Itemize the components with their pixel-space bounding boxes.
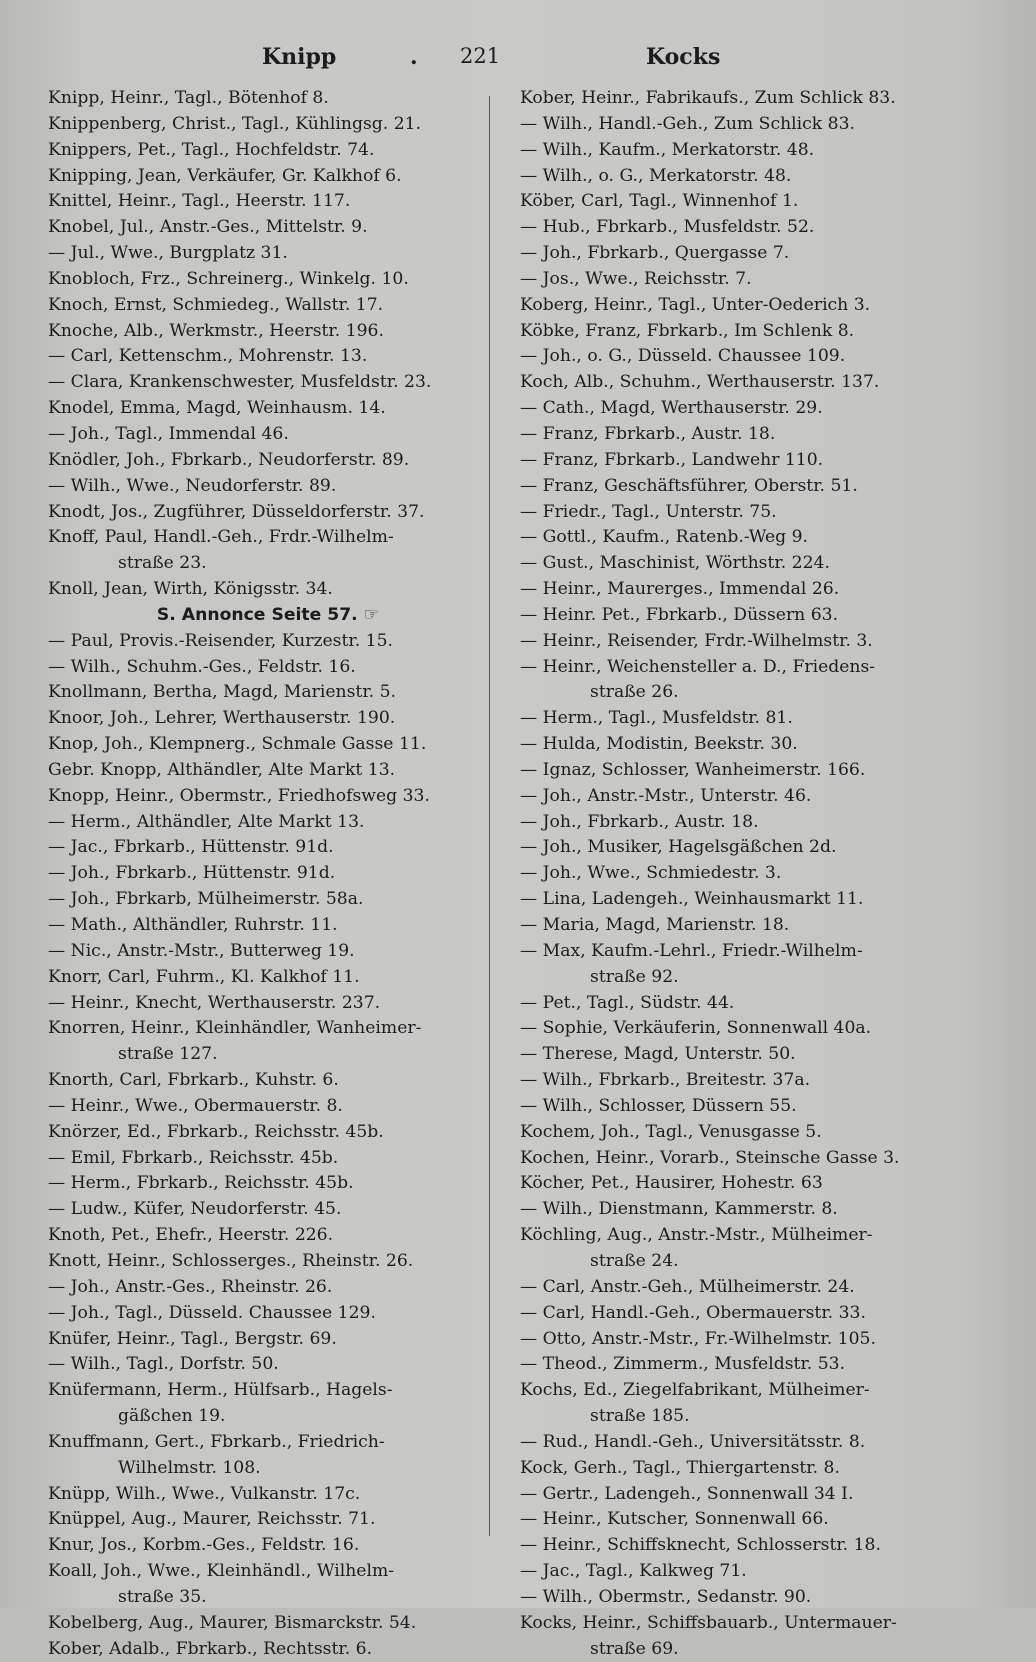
directory-entry: Kober, Adalb., Fbrkarb., Rechtsstr. 6. bbox=[48, 1638, 373, 1659]
directory-entry: Knippers, Pet., Tagl., Hochfeldstr. 74. bbox=[48, 139, 375, 160]
page-number: 221 bbox=[460, 44, 501, 68]
directory-entry: Knorth, Carl, Fbrkarb., Kuhstr. 6. bbox=[48, 1070, 339, 1091]
directory-entry: — Wilh., Schlosser, Düssern 55. bbox=[520, 1095, 797, 1116]
directory-entry: Kobelberg, Aug., Maurer, Bismarckstr. 54. bbox=[48, 1612, 417, 1633]
directory-entry: straße 185. bbox=[590, 1406, 690, 1427]
directory-entry: — Gust., Maschinist, Wörthstr. 224. bbox=[520, 553, 830, 574]
directory-entry: Knüpp, Wilh., Wwe., Vulkanstr. 17c. bbox=[48, 1483, 361, 1504]
directory-entry: Knüfermann, Herm., Hülfsarb., Hagels- bbox=[48, 1380, 393, 1401]
directory-entry: — Wilh., Fbrkarb., Breitestr. 37a. bbox=[520, 1070, 811, 1091]
directory-entry: — Joh., Tagl., Düsseld. Chaussee 129. bbox=[48, 1302, 376, 1323]
directory-entry: — Max, Kaufm.-Lehrl., Friedr.-Wilhelm- bbox=[520, 940, 863, 961]
directory-entry: Knoch, Ernst, Schmiedeg., Wallstr. 17. bbox=[48, 294, 384, 315]
directory-entry: — Heinr., Schiffsknecht, Schlosserstr. 18. bbox=[520, 1535, 881, 1556]
directory-entry: — Nic., Anstr.-Mstr., Butterweg 19. bbox=[48, 940, 355, 961]
directory-entry: S. Annonce Seite 57. ☞ bbox=[156, 604, 380, 625]
directory-entry: Knodel, Emma, Magd, Weinhausm. 14. bbox=[48, 398, 386, 419]
header-right-word: Kocks bbox=[646, 44, 721, 70]
directory-entry: Koall, Joh., Wwe., Kleinhändl., Wilhelm- bbox=[48, 1561, 395, 1582]
directory-entry: — Clara, Krankenschwester, Musfeldstr. 23. bbox=[48, 372, 432, 393]
directory-entry: — Jac., Fbrkarb., Hüttenstr. 91d. bbox=[48, 837, 334, 858]
directory-entry: — Joh., Fbrkarb., Hüttenstr. 91d. bbox=[48, 863, 336, 884]
directory-entry: — Paul, Provis.-Reisender, Kurzestr. 15. bbox=[48, 630, 393, 651]
directory-entry: — Heinr., Kutscher, Sonnenwall 66. bbox=[520, 1509, 829, 1530]
header-left-word: Knipp bbox=[262, 44, 337, 70]
directory-entry: — Friedr., Tagl., Unterstr. 75. bbox=[520, 501, 777, 522]
directory-entry: Kochs, Ed., Ziegelfabrikant, Mülheimer- bbox=[520, 1380, 870, 1401]
directory-entry: Knipp, Heinr., Tagl., Bötenhof 8. bbox=[48, 88, 329, 108]
directory-entry: Knittel, Heinr., Tagl., Heerstr. 117. bbox=[48, 191, 351, 212]
directory-entry: — Joh., Anstr.-Mstr., Unterstr. 46. bbox=[520, 785, 812, 806]
directory-entry: straße 24. bbox=[590, 1250, 679, 1271]
directory-entry: — Carl, Kettenschm., Mohrenstr. 13. bbox=[48, 346, 368, 367]
directory-entry: — Jac., Tagl., Kalkweg 71. bbox=[520, 1561, 747, 1582]
directory-entry: Knüfer, Heinr., Tagl., Bergstr. 69. bbox=[48, 1328, 337, 1349]
directory-entry: — Hulda, Modistin, Beekstr. 30. bbox=[520, 734, 798, 755]
directory-entry: — Franz, Geschäftsführer, Oberstr. 51. bbox=[520, 475, 858, 496]
directory-entry: Kochen, Heinr., Vorarb., Steinsche Gasse 3. bbox=[520, 1147, 900, 1168]
directory-entry: Knorr, Carl, Fuhrm., Kl. Kalkhof 11. bbox=[48, 966, 360, 987]
directory-entry: — Franz, Fbrkarb., Landwehr 110. bbox=[520, 449, 824, 470]
directory-entry: — Joh., o. G., Düsseld. Chaussee 109. bbox=[520, 346, 846, 367]
directory-entry: — Jos., Wwe., Reichsstr. 7. bbox=[520, 268, 752, 289]
directory-entry: — Math., Althändler, Ruhrstr. 11. bbox=[48, 915, 338, 935]
directory-entry: — Wilh., Handl.-Geh., Zum Schlick 83. bbox=[520, 113, 855, 134]
directory-entry: straße 23. bbox=[118, 553, 207, 574]
directory-entry: — Joh., Wwe., Schmiedestr. 3. bbox=[520, 863, 782, 884]
directory-entry: Knoche, Alb., Werkmstr., Heerstr. 196. bbox=[48, 320, 384, 341]
directory-entry: Knipping, Jean, Verkäufer, Gr. Kalkhof 6. bbox=[48, 165, 402, 186]
directory-entry: Köchling, Aug., Anstr.-Mstr., Mülheimer- bbox=[520, 1225, 873, 1246]
directory-entry: — Wilh., Obermstr., Sedanstr. 90. bbox=[520, 1586, 812, 1607]
directory-entry: — Heinr., Reisender, Frdr.-Wilhelmstr. 3. bbox=[520, 630, 873, 651]
directory-entry: Knuffmann, Gert., Fbrkarb., Friedrich- bbox=[48, 1431, 385, 1452]
directory-entry: — Lina, Ladengeh., Weinhausmarkt 11. bbox=[520, 889, 864, 910]
directory-entry: — Joh., Fbrkarb, Mülheimerstr. 58a. bbox=[48, 889, 364, 910]
directory-entry: Koberg, Heinr., Tagl., Unter-Oederich 3. bbox=[520, 294, 871, 315]
directory-entry: — Theod., Zimmerm., Musfeldstr. 53. bbox=[520, 1354, 846, 1375]
header-dot: . bbox=[410, 44, 418, 70]
directory-entry: — Pet., Tagl., Südstr. 44. bbox=[520, 992, 735, 1013]
directory-entry: — Rud., Handl.-Geh., Universitätsstr. 8. bbox=[520, 1431, 866, 1452]
directory-entry: straße 35. bbox=[118, 1586, 207, 1607]
directory-entry: Knoth, Pet., Ehefr., Heerstr. 226. bbox=[48, 1225, 334, 1246]
directory-entry: Knur, Jos., Korbm.-Ges., Feldstr. 16. bbox=[48, 1535, 360, 1556]
directory-entry: Knüppel, Aug., Maurer, Reichsstr. 71. bbox=[48, 1509, 376, 1530]
directory-entry: Knoll, Jean, Wirth, Königsstr. 34. bbox=[48, 579, 333, 600]
directory-entry: — Joh., Musiker, Hagelsgäßchen 2d. bbox=[520, 837, 837, 858]
directory-entry: Köber, Carl, Tagl., Winnenhof 1. bbox=[520, 191, 799, 212]
directory-entry: Knorren, Heinr., Kleinhändler, Wanheimer- bbox=[48, 1018, 422, 1039]
directory-entry: — Herm., Fbrkarb., Reichsstr. 45b. bbox=[48, 1173, 354, 1194]
directory-entry: — Wilh., Tagl., Dorfstr. 50. bbox=[48, 1354, 279, 1375]
directory-entry: — Joh., Tagl., Immendal 46. bbox=[48, 423, 289, 444]
directory-entry: — Heinr., Weichensteller a. D., Friedens- bbox=[520, 656, 876, 677]
directory-entry: — Wilh., o. G., Merkatorstr. 48. bbox=[520, 165, 792, 186]
directory-entry: Knott, Heinr., Schlosserges., Rheinstr. 26. bbox=[48, 1250, 414, 1271]
directory-entry: Knop, Joh., Klempnerg., Schmale Gasse 11. bbox=[48, 734, 427, 755]
page-header bbox=[0, 40, 1036, 80]
directory-entry: — Maria, Magd, Marienstr. 18. bbox=[520, 915, 790, 935]
directory-entry: — Ludw., Küfer, Neudorferstr. 45. bbox=[48, 1199, 342, 1220]
directory-entry: Kochem, Joh., Tagl., Venusgasse 5. bbox=[520, 1121, 822, 1142]
directory-entry: straße 69. bbox=[590, 1638, 679, 1659]
column-divider bbox=[489, 96, 490, 1536]
directory-entry: — Jul., Wwe., Burgplatz 31. bbox=[48, 243, 288, 264]
directory-entry: — Otto, Anstr.-Mstr., Fr.-Wilhelmstr. 105. bbox=[520, 1328, 876, 1349]
left-column bbox=[48, 86, 488, 1662]
directory-entry: Wilhelmstr. 108. bbox=[118, 1457, 261, 1478]
directory-entry: Köcher, Pet., Hausirer, Hohestr. 63 bbox=[520, 1173, 823, 1194]
directory-entry: — Herm., Tagl., Musfeldstr. 81. bbox=[520, 708, 793, 729]
directory-entry: Knoff, Paul, Handl.-Geh., Frdr.-Wilhelm- bbox=[48, 527, 394, 548]
directory-entry: — Carl, Anstr.-Geh., Mülheimerstr. 24. bbox=[520, 1276, 855, 1297]
directory-entry: Koch, Alb., Schuhm., Werthauserstr. 137. bbox=[520, 372, 880, 393]
directory-entry: Knopp, Heinr., Obermstr., Friedhofsweg 33. bbox=[48, 785, 430, 806]
directory-entry: Knobel, Jul., Anstr.-Ges., Mittelstr. 9. bbox=[48, 217, 368, 238]
directory-entry: — Gertr., Ladengeh., Sonnenwall 34 I. bbox=[520, 1483, 854, 1504]
directory-entry: — Herm., Althändler, Alte Markt 13. bbox=[48, 811, 365, 832]
directory-entry: Kober, Heinr., Fabrikaufs., Zum Schlick 83. bbox=[520, 88, 896, 108]
directory-entry: — Carl, Handl.-Geh., Obermauerstr. 33. bbox=[520, 1302, 866, 1323]
directory-entry: — Emil, Fbrkarb., Reichsstr. 45b. bbox=[48, 1147, 339, 1168]
directory-entry: Knörzer, Ed., Fbrkarb., Reichsstr. 45b. bbox=[48, 1121, 384, 1142]
directory-entry: Knobloch, Frz., Schreinerg., Winkelg. 10. bbox=[48, 268, 409, 289]
directory-entry: — Heinr., Wwe., Obermauerstr. 8. bbox=[48, 1095, 343, 1116]
right-column bbox=[520, 86, 960, 1662]
directory-entry: — Hub., Fbrkarb., Musfeldstr. 52. bbox=[520, 217, 815, 238]
directory-entry: — Franz, Fbrkarb., Austr. 18. bbox=[520, 423, 776, 444]
directory-entry: — Cath., Magd, Werthauserstr. 29. bbox=[520, 398, 823, 419]
directory-entry: Kock, Gerh., Tagl., Thiergartenstr. 8. bbox=[520, 1457, 840, 1478]
directory-entry: — Joh., Anstr.-Ges., Rheinstr. 26. bbox=[48, 1276, 333, 1297]
directory-entry: straße 127. bbox=[118, 1044, 218, 1065]
directory-entry: Knodt, Jos., Zugführer, Düsseldorferstr. 37. bbox=[48, 501, 425, 522]
directory-entry: — Heinr. Pet., Fbrkarb., Düssern 63. bbox=[520, 604, 839, 625]
directory-entry: — Ignaz, Schlosser, Wanheimerstr. 166. bbox=[520, 759, 866, 780]
directory-entry: — Gottl., Kaufm., Ratenb.-Weg 9. bbox=[520, 527, 808, 548]
directory-entry: — Therese, Magd, Unterstr. 50. bbox=[520, 1044, 796, 1065]
directory-entry: — Wilh., Dienstmann, Kammerstr. 8. bbox=[520, 1199, 838, 1220]
directory-entry: Knippenberg, Christ., Tagl., Kühlingsg. 21. bbox=[48, 113, 422, 134]
directory-entry: — Heinr., Knecht, Werthauserstr. 237. bbox=[48, 992, 381, 1013]
directory-entry: Knollmann, Bertha, Magd, Marienstr. 5. bbox=[48, 682, 396, 703]
directory-entry: Kocks, Heinr., Schiffsbauarb., Untermauer- bbox=[520, 1612, 897, 1633]
directory-entry: — Heinr., Maurerges., Immendal 26. bbox=[520, 579, 840, 600]
directory-entry: Gebr. Knopp, Althändler, Alte Markt 13. bbox=[48, 759, 396, 780]
directory-entry: — Joh., Fbrkarb., Quergasse 7. bbox=[520, 243, 790, 264]
directory-entry: — Joh., Fbrkarb., Austr. 18. bbox=[520, 811, 759, 832]
directory-entry: Köbke, Franz, Fbrkarb., Im Schlenk 8. bbox=[520, 320, 855, 341]
directory-entry: straße 26. bbox=[590, 682, 679, 703]
directory-entry: — Wilh., Schuhm.-Ges., Feldstr. 16. bbox=[48, 656, 356, 677]
directory-entry: gäßchen 19. bbox=[118, 1406, 226, 1427]
directory-entry: — Sophie, Verkäuferin, Sonnenwall 40a. bbox=[520, 1018, 872, 1039]
directory-entry: — Wilh., Kaufm., Merkatorstr. 48. bbox=[520, 139, 815, 160]
directory-entry: Knoor, Joh., Lehrer, Werthauserstr. 190. bbox=[48, 708, 396, 729]
directory-entry: straße 92. bbox=[590, 966, 679, 987]
directory-entry: — Wilh., Wwe., Neudorferstr. 89. bbox=[48, 475, 337, 496]
directory-entry: Knödler, Joh., Fbrkarb., Neudorferstr. 89. bbox=[48, 449, 410, 470]
